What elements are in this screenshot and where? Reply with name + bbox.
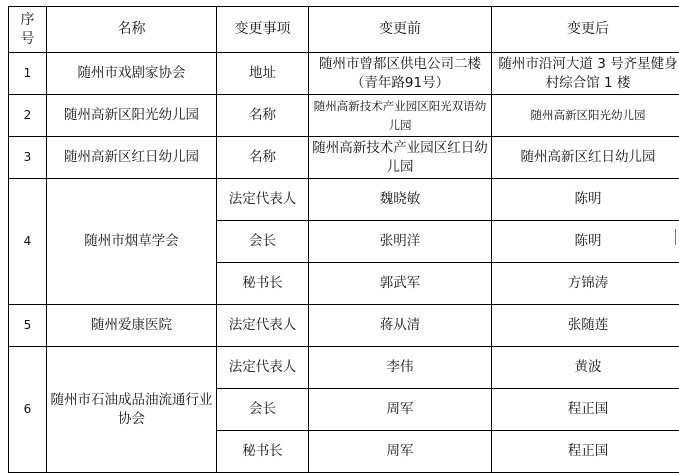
row-name: 随州高新区红日幼儿园 (47, 137, 217, 179)
table-row (9, 53, 679, 95)
row-before: 魏晓敏 (309, 179, 492, 221)
table-row (9, 137, 679, 179)
row-seq: 5 (9, 305, 47, 347)
table-row (9, 347, 679, 389)
row-item: 法定代表人 (217, 305, 309, 347)
row-item: 名称 (217, 95, 309, 137)
row-seq: 3 (9, 137, 47, 179)
header-name: 名称 (47, 7, 217, 53)
row-before: 周军 (309, 389, 492, 431)
row-before: 郭武军 (309, 263, 492, 305)
row-before: 张明洋 (309, 221, 492, 263)
row-item: 法定代表人 (217, 179, 309, 221)
table-row (9, 305, 679, 347)
change-table (8, 6, 679, 473)
row-seq: 2 (9, 95, 47, 137)
table-row (9, 95, 679, 137)
row-name: 随州市戏剧家协会 (47, 53, 217, 95)
row-item: 法定代表人 (217, 347, 309, 389)
row-after: 方锦涛 (492, 263, 679, 305)
header-item: 变更事项 (217, 7, 309, 53)
header-before: 变更前 (309, 7, 492, 53)
row-item: 秘书长 (217, 263, 309, 305)
row-after: 陈明 (492, 221, 679, 263)
row-before: 随州高新技术产业园区红日幼儿园 (309, 137, 492, 179)
row-before: 随州高新技术产业园区阳光双语幼儿园 (309, 95, 492, 137)
row-before: 蒋从清 (309, 305, 492, 347)
row-item: 会长 (217, 389, 309, 431)
row-seq: 4 (9, 179, 47, 305)
row-after: 张随莲 (492, 305, 679, 347)
row-after: 随州市沿河大道 3 号齐星健身村综合馆 1 楼 (492, 53, 679, 95)
row-seq: 1 (9, 53, 47, 95)
row-after: 随州高新区红日幼儿园 (492, 137, 679, 179)
row-before: 李伟 (309, 347, 492, 389)
row-name: 随州市烟草学会 (47, 179, 217, 305)
scroll-edge-marker (675, 229, 679, 245)
row-after: 程正国 (492, 431, 679, 473)
row-after: 程正国 (492, 389, 679, 431)
row-item: 秘书长 (217, 431, 309, 473)
row-after: 黄波 (492, 347, 679, 389)
row-after: 随州高新区阳光幼儿园 (492, 95, 679, 137)
row-before: 随州市曾都区供电公司二楼（青年路91号） (309, 53, 492, 95)
row-item: 名称 (217, 137, 309, 179)
table-header-row (9, 7, 679, 53)
row-name: 随州高新区阳光幼儿园 (47, 95, 217, 137)
row-seq: 6 (9, 347, 47, 473)
row-item: 会长 (217, 221, 309, 263)
row-after: 陈明 (492, 179, 679, 221)
header-seq: 序 号 (9, 7, 47, 53)
row-before: 周军 (309, 431, 492, 473)
header-after: 变更后 (492, 7, 679, 53)
row-name: 随州市石油成品油流通行业协会 (47, 347, 217, 473)
table-row (9, 179, 679, 221)
row-name: 随州爱康医院 (47, 305, 217, 347)
row-item: 地址 (217, 53, 309, 95)
